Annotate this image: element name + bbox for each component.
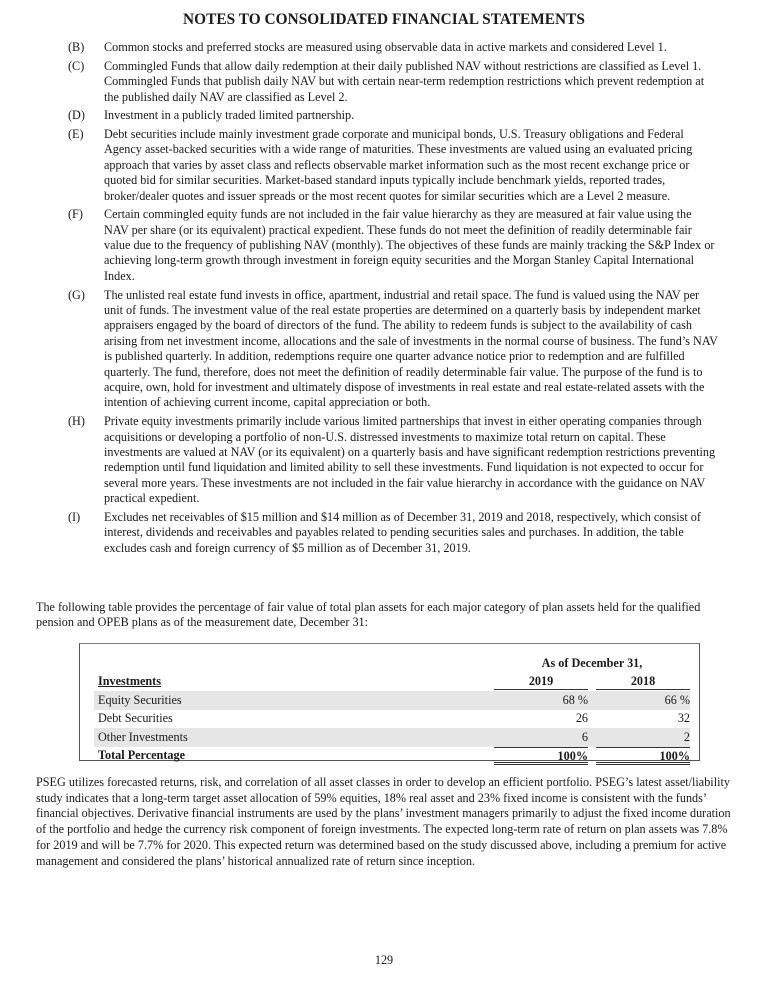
column-header-2018: 2018 [596, 674, 690, 690]
table-total-row [94, 747, 690, 766]
footnote [68, 59, 718, 105]
footnote-label: (E) [68, 126, 84, 141]
row-label: Equity Securities [98, 692, 182, 707]
footnote-text: Certain commingled equity funds are not included in the fair value hierarchy as they are measured at fair value using the NAV per share (or its equivalent) practical expedient. These funds do not meet the definition of readily determinable fair value due to the frequency of publishing NAV (monthly). The objectives of these funds are mainly tracking the S&P Index or achieving long-term growth through investment in foreign equity securities and the Morgan Stanley Capital International Index. [104, 207, 715, 283]
total-label: Total Percentage [98, 748, 185, 763]
footnotes-list [68, 40, 718, 559]
row-label: Other Investments [98, 729, 188, 744]
footnote [68, 414, 718, 506]
table-row [94, 710, 690, 729]
footnote-label: (I) [68, 509, 81, 524]
footnote-label: (F) [68, 207, 83, 222]
total-2019: 100% [494, 747, 588, 766]
table-group-header-row [94, 654, 690, 673]
footnote [68, 288, 718, 411]
footnote-text: Commingled Funds that allow daily redemption at their daily published NAV without restrictions are classified as Level 1. Commingled Funds that publish daily NAV but with certain near-term redemption restrictions which prevent redemption at the published daily NAV are classified as Level 2. [104, 58, 705, 104]
footnote [68, 127, 718, 204]
page-title: NOTES TO CONSOLIDATED FINANCIAL STATEMENTS [183, 11, 585, 28]
footnote-text: Private equity investments primarily include various limited partnerships that invest in either operating companies through acquisitions or developing a portfolio of non-U.S. distressed investments to maximize total return on capital. These investments are valued at NAV (or its equivalent) on a quarterly basis and have significant redemption restrictions preventing redemption until fund liquidation and limited ability to sell these investments. Fund liquidation is not expected to occur for several more years. These investments are not included in the fair value hierarchy in accordance with the guidance on NAV practical expedient. [104, 414, 716, 506]
footnote-text: Debt securities include mainly investment grade corporate and municipal bonds, U.S. Treasury obligations and Federal Agency asset-backed securities with a wide range of maturities. These investments are valued using an evaluated pricing approach that varies by asset class and reflects observable market information such as the most recent exchange price or quoted bid for similar securities. Market-based standard inputs typically include benchmark yields, reported trades, broker/dealer quotes and issuer spreads or the most recent quotes for similar securities which are a Level 2 measure. [104, 126, 693, 203]
footnote-label: (C) [68, 58, 85, 73]
footnote-text: Excludes net receivables of $15 million and $14 million as of December 31, 2019 and 2018, respectively, which consist of interest, dividends and receivables and payables related to pending securities sales and purchases. In addition, the table excludes cash and foreign currency of $5 million as of December 31, 2019. [104, 509, 701, 555]
column-header-2019: 2019 [494, 674, 588, 690]
footnote [68, 40, 718, 55]
closing-paragraph: PSEG utilizes forecasted returns, risk, and correlation of all asset classes in order to develop an efficient portfolio. PSEG’s latest asset/liability study indicates that a long-term target asset allocation of 59% equities, 18% real asset and 23% fixed income is consistent with the funds’ financial objectives. Derivative financial instruments are used by the plans’ investment managers primarily to adjust the fixed income duration of the portfolio and hedge the currency risk component of foreign investments. The expected long-term rate of return on plan assets was 7.8% for 2019 and will be 7.7% for 2020. This expected return was determined based on the study discussed above, including a premium for active management and considered the plans’ historical annualized rate of return since inception. [36, 775, 731, 868]
value-2019: 68 % [562, 692, 588, 707]
table-row [94, 691, 690, 710]
total-2018: 100% [596, 747, 690, 766]
value-2018: 2 [683, 729, 690, 744]
footnote-label: (D) [68, 108, 85, 123]
footnote-label: (H) [68, 414, 85, 429]
value-2019: 6 [581, 729, 588, 744]
value-2019: 26 [575, 711, 588, 726]
footnote [68, 108, 718, 123]
footnote-label: (G) [68, 287, 85, 302]
value-2018: 32 [677, 711, 690, 726]
footnote [68, 510, 718, 556]
table-header-row [94, 673, 690, 692]
footnote-text: The unlisted real estate fund invests in office, apartment, industrial and retail space. The fund is valued using the NAV per unit of funds. The investment value of the real estate properties are determined on a quarterly basis by independent market appraisers engaged by the board of directors of the fund. The ability to redeem funds is subject to the availability of cash arising from net investment income, allocations and the sale of investments in the normal course of business. The fund’s NAV is published quarterly. In addition, redemptions require one quarter advance notice prior to redemption and are fulfilled quarterly. The fund, therefore, does not meet the definition of readily determinable fair value. The purpose of the fund is to acquire, own, hold for investment and ultimately dispose of investments in real estate and real estate-related assets with the intention of achieving current income, capital appreciation or both. [104, 287, 718, 410]
plan-assets-table [79, 643, 700, 761]
page-number: 129 [374, 953, 394, 967]
table-intro-paragraph: The following table provides the percentage of fair value of total plan assets for each major category of plan assets held for the qualified pension and OPEB plans as of the measurement date, December 31: [36, 600, 701, 630]
group-header: As of December 31, [541, 655, 643, 670]
column-header-investments: Investments [98, 674, 161, 689]
footnote-text: Investment in a publicly traded limited partnership. [104, 108, 355, 123]
footnote-label: (B) [68, 40, 85, 54]
row-label: Debt Securities [98, 711, 173, 726]
value-2018: 66 % [664, 692, 690, 707]
footnote-text: Common stocks and preferred stocks are measured using observable data in active markets and considered Level 1. [104, 40, 667, 54]
table-row [94, 728, 690, 747]
footnote [68, 207, 718, 284]
